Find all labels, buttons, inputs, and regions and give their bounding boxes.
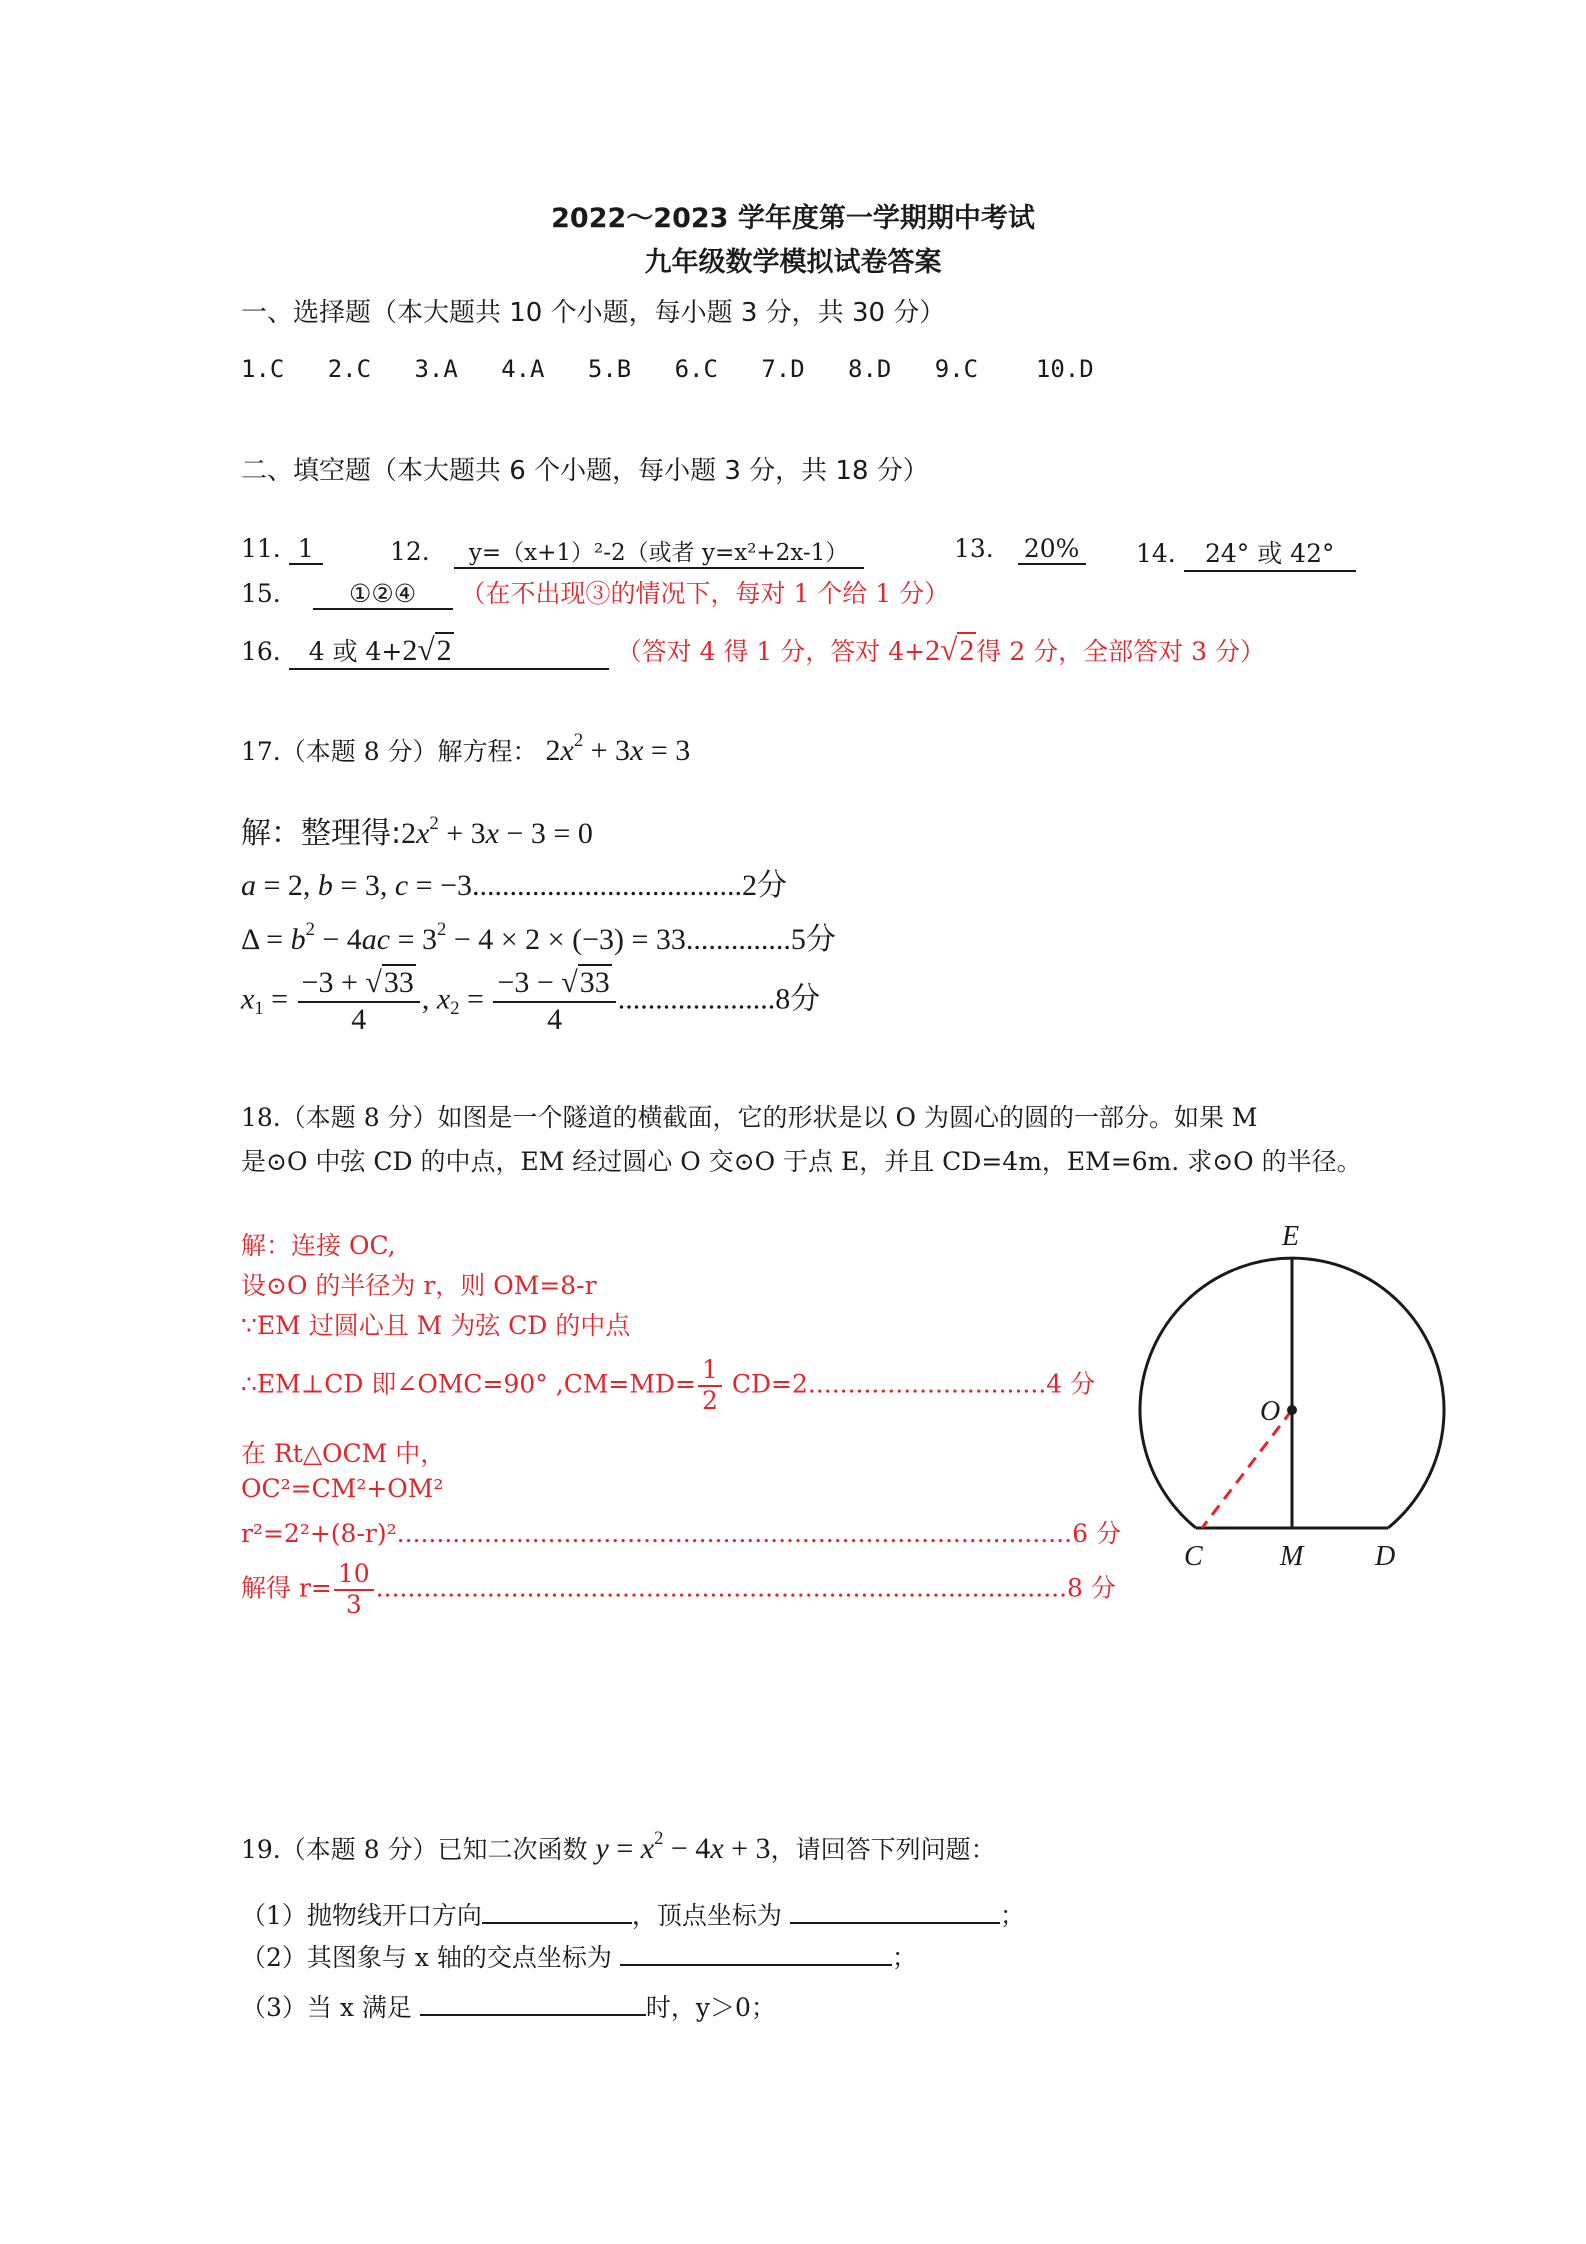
q19-part-2 (241, 1938, 917, 1974)
q17-equation: $2x^2 + 3x = 3$ (545, 730, 691, 767)
q11 (241, 534, 323, 565)
q19-p2-blank-intersections[interactable] (620, 1964, 892, 1966)
q17-solve-prefix: 解：整理得: (241, 816, 402, 851)
q19-part-1 (241, 1896, 1025, 1932)
q18-sol-1: 解：连接 OC, (241, 1231, 396, 1260)
q19-p1-b: ，顶点坐标为 (631, 1901, 782, 1930)
q19-part-3 (241, 1988, 776, 2024)
exam-title: 2022～2023 学年度第一学期期中考试 (551, 203, 1035, 234)
q16-note-radical (925, 634, 976, 667)
q11-number: 11. (241, 534, 281, 563)
label-e: E (1282, 1221, 1300, 1252)
q13-answer: 20% (1018, 534, 1086, 565)
q16-answer-prefix: 4 或 4+ (308, 637, 403, 666)
q17-header (241, 732, 690, 768)
radical-arg: 2 (436, 634, 452, 667)
section-2-heading: 二、填空题（本大题共 6 个小题，每小题 3 分，共 18 分） (241, 456, 929, 486)
q17-standard-form: $2x^2 + 3x - 3 = 0$ (401, 813, 593, 850)
q19-p2-a: （2）其图象与 x 轴的交点坐标为 (241, 1943, 612, 1972)
q16-radical (402, 634, 453, 667)
q18-sol-2: 设⊙O 的半径为 r，则 OM=8-r (241, 1271, 597, 1300)
answer-5: 5.B (587, 355, 632, 383)
q18-sol-8-a: 解得 r= (241, 1573, 332, 1603)
q16-note-b: 得 2 分，全部答对 3 分） (976, 637, 1265, 666)
q13 (954, 534, 1086, 565)
q18-header-line1: 18.（本题 8 分）如图是一个隧道的横截面，它的形状是以 O 为圆心的圆的一部分。如果 M (241, 1103, 1258, 1132)
q17-points-3: 5分 (790, 923, 836, 956)
answer-3: 3.A (414, 355, 458, 383)
q15-scoring-note: （在不出现③的情况下，每对 1 个给 1 分） (460, 579, 950, 608)
answer-1: 1.C (241, 355, 285, 383)
q13-number: 13. (954, 534, 994, 563)
q18-points-8: 8 分 (1067, 1573, 1116, 1603)
q17-header-text: 17.（本题 8 分）解方程： (241, 737, 538, 766)
q17-step-3: $\Delta = b^2 - 4ac = 3^2 - 4 \times 2 \times (-3) = 33..............5$分 (241, 919, 836, 956)
answer-4: 4.A (501, 355, 545, 383)
q16-number: 16. (241, 637, 281, 666)
q17-root2-fraction: $\frac{-3 - √33}{4}$ (493, 966, 615, 1037)
tunnel-figure (1120, 1215, 1460, 1575)
q14 (1136, 534, 1356, 572)
q18-sol-5: 在 Rt△OCM 中， (241, 1439, 446, 1468)
q18-sol-7: r²=2²+(8-r)².....................................................................................6 分 (241, 1519, 1121, 1548)
q19-header-a: 19.（本题 8 分）已知二次函数 (241, 1835, 588, 1864)
label-o: O (1260, 1396, 1281, 1427)
answer-8: 8.D (848, 355, 892, 383)
answer-7: 7.D (761, 355, 805, 383)
q15-answer: ①②④ (313, 579, 453, 610)
q14-number: 14. (1136, 539, 1176, 568)
q18-header-line2: 是⊙O 中弦 CD 的中点，EM 经过圆心 O 交⊙O 于点 E，并且 CD=4m，EM=6m. 求⊙O 的半径。 (241, 1147, 1362, 1176)
radical-arg: 2 (959, 634, 975, 667)
q18-r-fraction: $\frac{10}{3}$ (334, 1560, 374, 1620)
q18-sol-4-a: ∴EM⊥CD 即∠OMC=90° ,CM=MD= (241, 1369, 696, 1399)
sqrt-sign: √ (417, 632, 435, 667)
q15-number: 15. (241, 579, 281, 608)
q18-sol-4: ∴EM⊥CD 即∠OMC=90° ,CM=MD= $\frac{1}{2}$ CD=2..............................4 分 (241, 1355, 1096, 1415)
q19-p2-b: ； (891, 1943, 917, 1972)
answer-10: 10.D (1035, 355, 1094, 383)
q18-sol-7-eq: r²=2²+(8-r)² (241, 1519, 397, 1548)
q11-answer: 1 (289, 534, 323, 565)
answer-2: 2.C (327, 355, 372, 383)
q12 (390, 534, 864, 569)
q19-header (241, 1830, 996, 1866)
q19-p1-blank-vertex[interactable] (790, 1922, 1000, 1924)
q19-header-b: ，请回答下列问题： (770, 1835, 996, 1864)
q18-points-7: 6 分 (1072, 1519, 1121, 1548)
exam-subtitle: 九年级数学模拟试卷答案 (644, 247, 942, 278)
q19-p3-blank-range[interactable] (420, 2014, 646, 2016)
q16 (241, 632, 1265, 670)
q18-sol-3: ∵EM 过圆心且 M 为弦 CD 的中点 (241, 1311, 631, 1340)
q18-sol-6: OC²=CM²+OM² (241, 1474, 444, 1503)
choice-answers (241, 355, 1094, 383)
q18-points-4: 4 分 (1046, 1369, 1096, 1399)
q17-points-2: 2分 (742, 869, 788, 902)
radical-coef: 2 (925, 634, 941, 667)
q17-root1-fraction: $\frac{-3 + √33}{4}$ (298, 966, 420, 1037)
q19-p3-a: （3）当 x 满足 (241, 1993, 412, 2022)
center-point (1287, 1405, 1297, 1415)
q19-p1-a: （1）抛物线开口方向 (241, 1901, 482, 1930)
q17-step-4: $x_1$ = $\frac{-3 + √33}{4}$ , $x_2$ = $\frac{-3 - √33}{4}$ .....................8分 (241, 966, 821, 1036)
label-d: D (1375, 1541, 1396, 1572)
q17-points-4: 8分 (775, 982, 821, 1016)
q12-number: 12. (390, 537, 430, 566)
q18-half-fraction: $\frac{1}{2}$ (698, 1356, 722, 1416)
q14-answer: 24° 或 42° (1184, 534, 1356, 572)
label-c: C (1184, 1541, 1203, 1572)
q19-p1-blank-direction[interactable] (482, 1922, 632, 1924)
q12-answer: y=（x+1）²-2（或者 y=x²+2x-1） (454, 534, 864, 569)
q15 (241, 574, 949, 610)
answer-6: 6.C (674, 355, 718, 383)
sqrt-sign: √ (940, 632, 958, 667)
q19-p1-c: ； (999, 1901, 1025, 1930)
section-1-heading: 一、选择题（本大题共 10 个小题，每小题 3 分，共 30 分） (241, 298, 946, 328)
radical-coef: 2 (402, 634, 418, 667)
q18-sol-8: 解得 r= $\frac{10}{3}$ .......................................................................................8 分 (241, 1559, 1116, 1619)
answer-9: 9.C (934, 355, 979, 383)
q17-step-2: a = 2, b = 3, c = −3....................................2分 (241, 869, 788, 902)
q17-step-1 (241, 808, 593, 852)
label-m: M (1280, 1541, 1304, 1572)
q18-sol-4-b: CD=2 (723, 1369, 808, 1399)
q19-function: $y = x^2 - 4x + 3$ (595, 1828, 771, 1865)
q16-answer (289, 632, 609, 670)
q19-p3-b: 时，y＞0； (645, 1993, 776, 2022)
segment-oc-dashed (1202, 1410, 1292, 1528)
q16-note-a: （答对 4 得 1 分，答对 4+ (616, 637, 926, 666)
